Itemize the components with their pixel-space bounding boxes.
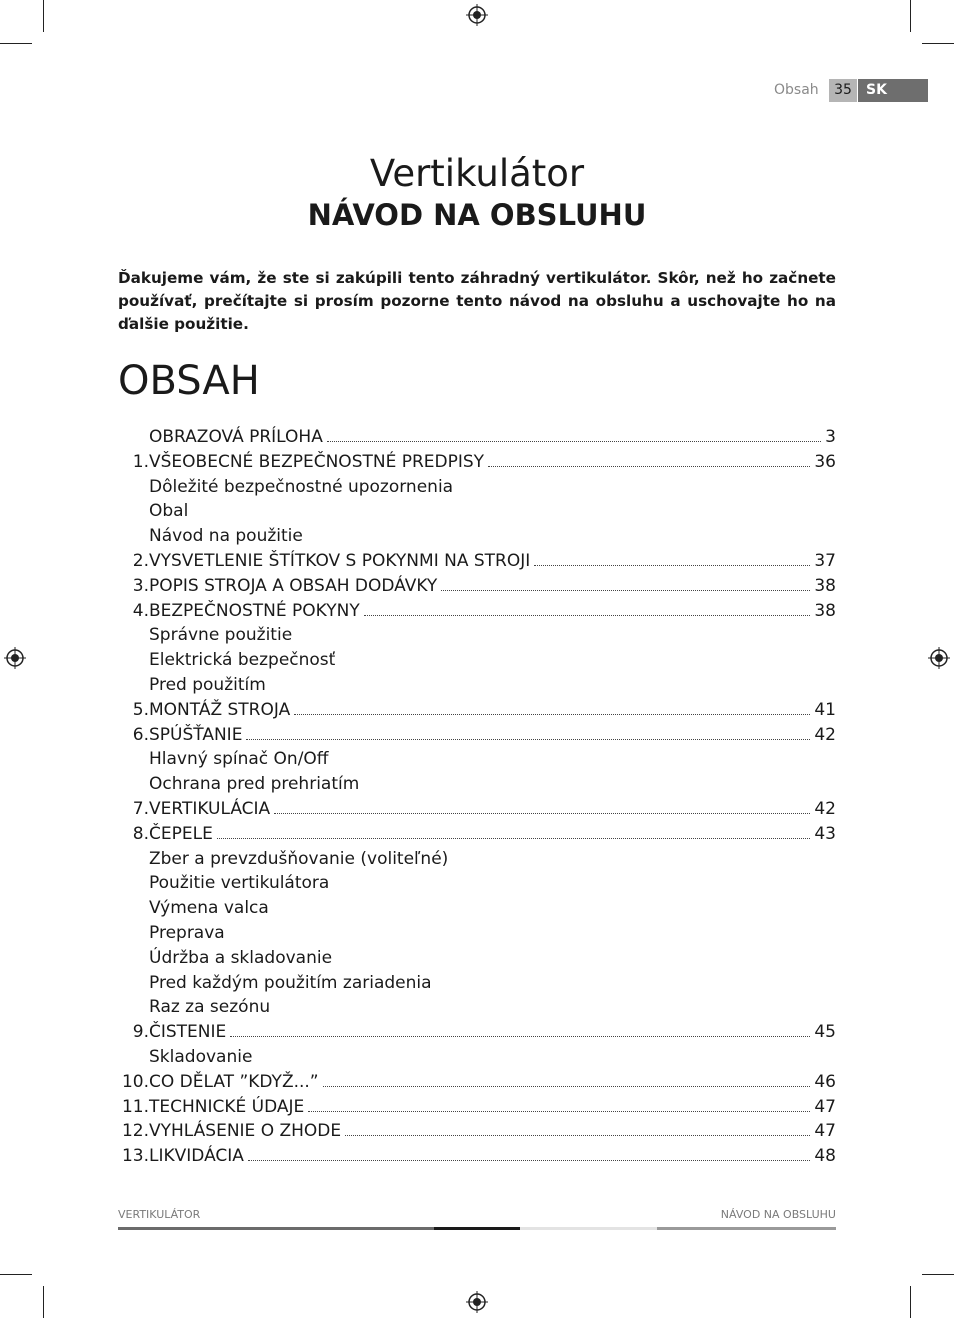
toc-entry-title: Návod na použitie <box>149 526 303 547</box>
toc-entry <box>118 499 836 524</box>
toc-entry-body <box>149 995 836 1020</box>
toc-entry-body <box>149 1070 836 1095</box>
toc-entry-body <box>149 946 836 971</box>
crop-mark <box>922 43 954 44</box>
toc-dot-leader <box>308 1096 810 1112</box>
toc-dot-leader <box>345 1120 810 1136</box>
toc-entry-title: VYSVETLENIE ŠTÍTKOV S POKYNMI NA STROJI <box>149 550 531 571</box>
toc-entry-body <box>149 648 836 673</box>
toc-entry-title: SPÚŠŤANIE <box>149 724 243 745</box>
toc-entry-body <box>149 549 836 574</box>
toc-entry-title: CO DĚLAT ”KDYŽ...” <box>149 1071 319 1092</box>
toc-entry-title: Pred každým použitím zariadenia <box>149 972 432 993</box>
toc-entry <box>118 549 836 574</box>
footer-bar-mid <box>657 1227 836 1230</box>
toc-entry <box>118 871 836 896</box>
toc-entry <box>118 623 836 648</box>
toc-entry-body <box>149 450 836 475</box>
toc-dot-leader <box>441 575 810 591</box>
toc-entry-body <box>149 871 836 896</box>
toc-entry <box>118 1119 836 1144</box>
toc-dot-leader <box>534 550 810 566</box>
toc-entry-title: Skladovanie <box>149 1046 253 1067</box>
crop-mark <box>43 1286 44 1318</box>
toc-entry-page: 36 <box>814 451 836 472</box>
toc-entry-number: 8. <box>132 823 149 844</box>
toc-entry-body <box>149 425 836 450</box>
toc-entry <box>118 995 836 1020</box>
document-title: Vertikulátor <box>369 152 585 195</box>
toc-entry-page: 41 <box>814 699 836 720</box>
footer-bar-dark <box>118 1227 434 1230</box>
toc-entry-page: 48 <box>814 1146 836 1167</box>
toc-entry-body <box>149 971 836 996</box>
toc-entry <box>118 1020 836 1045</box>
toc-entry-number: 2. <box>132 550 149 571</box>
toc-entry-title: Správne použitie <box>149 625 293 646</box>
toc-entry-page: 38 <box>814 600 836 621</box>
toc-entry-page: 47 <box>814 1096 836 1117</box>
toc-entry-body <box>149 1095 836 1120</box>
toc-entry-page: 42 <box>814 724 836 745</box>
header-page-number: 35 <box>829 79 857 102</box>
toc-entry-number: 9. <box>132 1022 149 1043</box>
contents-heading: OBSAH <box>118 358 260 404</box>
toc-entry-title: Hlavný spínač On/Off <box>149 749 329 770</box>
toc-entry-title: VYHLÁSENIE O ZHODE <box>149 1121 342 1142</box>
toc-entry <box>118 648 836 673</box>
toc-dot-leader <box>323 1071 811 1087</box>
toc-entry-number: 3. <box>132 575 149 596</box>
toc-entry-body <box>149 623 836 648</box>
toc-entry-number: 1. <box>132 451 149 472</box>
toc-entry-title: VERTIKULÁCIA <box>149 798 271 819</box>
footer-bar-light <box>520 1227 657 1230</box>
toc-entry-number: 12. <box>121 1121 149 1142</box>
toc-entry-page: 42 <box>814 798 836 819</box>
toc-entry-page: 3 <box>825 427 836 447</box>
toc-entry-title: ČEPELE <box>149 823 213 844</box>
toc-entry <box>118 450 836 475</box>
toc-dot-leader <box>274 798 810 814</box>
toc-entry-title: Dôležité bezpečnostné upozornenia <box>149 476 454 497</box>
toc-entry-body <box>149 499 836 524</box>
toc-entry-page: 45 <box>814 1022 836 1043</box>
toc-entry-body <box>149 1144 836 1169</box>
toc-entry-title: Zber a prevzdušňovanie (voliteľné) <box>149 848 449 869</box>
toc-entry-page: 38 <box>814 575 836 596</box>
intro-paragraph: Ďakujeme vám, že ste si zakúpili tento záhradný vertikulátor. Skôr, než ho začnete používať, prečítajte si prosím pozorne tento návod na obsluhu a uschovajte ho na ďalšie použitie. <box>118 269 836 333</box>
toc-entry <box>118 698 836 723</box>
toc-entry <box>118 599 836 624</box>
toc-entry <box>118 772 836 797</box>
toc-entry-body <box>149 1045 836 1070</box>
toc-entry <box>118 1070 836 1095</box>
registration-mark-icon <box>928 647 950 669</box>
toc-dot-leader <box>488 451 810 467</box>
toc-entry-number: 5. <box>132 699 149 720</box>
toc-entry-title: Pred použitím <box>149 674 266 695</box>
toc-entry <box>118 1045 836 1070</box>
toc-entry-page: 46 <box>814 1071 836 1092</box>
toc-entry <box>118 475 836 500</box>
footer-product-name: VERTIKULÁTOR <box>118 1208 201 1221</box>
toc-entry-title: LIKVIDÁCIA <box>149 1146 244 1167</box>
toc-entry-page: 47 <box>814 1121 836 1142</box>
toc-entry-body <box>149 698 836 723</box>
toc-dot-leader <box>230 1021 810 1037</box>
toc-entry-title: TECHNICKÉ ÚDAJE <box>149 1096 305 1117</box>
toc-entry-title: Raz za sezónu <box>149 997 271 1018</box>
toc-entry-title: Údržba a skladovanie <box>149 947 333 968</box>
toc-entry-title: Použitie vertikulátora <box>149 873 330 894</box>
header-language-tab: SK <box>858 79 928 102</box>
toc-entry-title: BEZPEČNOSTNÉ POKYNY <box>149 600 360 621</box>
toc-entry-body <box>149 921 836 946</box>
toc-entry-title: Preprava <box>149 922 225 943</box>
toc-entry-title: POPIS STROJA A OBSAH DODÁVKY <box>149 575 438 596</box>
crop-mark <box>922 1274 954 1275</box>
registration-mark-icon <box>4 647 26 669</box>
toc-entry <box>118 673 836 698</box>
toc-dot-leader <box>246 724 810 740</box>
toc-entry-title: OBRAZOVÁ PRÍLOHA <box>149 427 323 447</box>
table-of-contents <box>118 425 836 1169</box>
toc-entry-title: VŠEOBECNÉ BEZPEČNOSTNÉ PREDPISY <box>149 451 485 472</box>
toc-entry-title: Obal <box>149 501 189 522</box>
toc-entry-body <box>149 673 836 698</box>
toc-entry-page: 43 <box>814 823 836 844</box>
toc-entry-body <box>149 723 836 748</box>
toc-entry <box>118 971 836 996</box>
toc-entry-body <box>149 772 836 797</box>
toc-entry-body <box>149 822 836 847</box>
toc-entry-body <box>149 747 836 772</box>
document-subtitle: NÁVOD NA OBSLUHU <box>307 198 647 232</box>
toc-entry <box>118 574 836 599</box>
registration-mark-icon <box>466 4 488 26</box>
toc-entry <box>118 747 836 772</box>
toc-entry-body <box>149 574 836 599</box>
toc-entry-number: 11. <box>121 1096 149 1117</box>
toc-entry <box>118 946 836 971</box>
toc-entry-number: 6. <box>132 724 149 745</box>
toc-entry-title: ČISTENIE <box>149 1022 227 1043</box>
toc-entry-title: Výmena valca <box>149 898 269 919</box>
toc-entry-body <box>149 1020 836 1045</box>
toc-entry-body <box>149 524 836 549</box>
footer-bar-black <box>434 1227 520 1230</box>
toc-entry-body <box>149 797 836 822</box>
toc-entry <box>118 1095 836 1120</box>
toc-entry <box>118 425 836 450</box>
toc-entry <box>118 723 836 748</box>
toc-entry-number: 10. <box>121 1071 149 1092</box>
crop-mark <box>43 0 44 32</box>
toc-entry-number: 7. <box>132 798 149 819</box>
crop-mark <box>0 1274 32 1275</box>
toc-entry <box>118 524 836 549</box>
toc-entry-number: 4. <box>132 600 149 621</box>
toc-dot-leader <box>327 426 821 442</box>
toc-entry-body <box>149 1119 836 1144</box>
toc-entry <box>118 797 836 822</box>
toc-dot-leader <box>248 1145 810 1161</box>
toc-dot-leader <box>364 600 811 616</box>
toc-entry-title: MONTÁŽ STROJA <box>149 699 291 720</box>
toc-entry-page: 37 <box>814 550 836 571</box>
toc-entry-number: 13. <box>121 1146 149 1167</box>
toc-entry <box>118 847 836 872</box>
header-section-label: Obsah <box>774 82 819 98</box>
toc-entry-body <box>149 896 836 921</box>
toc-entry <box>118 822 836 847</box>
toc-entry-title: Ochrana pred prehriatím <box>149 774 360 795</box>
crop-mark <box>0 43 32 44</box>
toc-entry-body <box>149 599 836 624</box>
toc-dot-leader <box>294 699 810 715</box>
toc-entry <box>118 921 836 946</box>
footer-document-name: NÁVOD NA OBSLUHU <box>720 1208 836 1221</box>
registration-mark-icon <box>466 1291 488 1313</box>
crop-mark <box>910 1286 911 1318</box>
toc-entry-title: Elektrická bezpečnosť <box>149 650 336 671</box>
toc-entry <box>118 896 836 921</box>
toc-entry-body <box>149 847 836 872</box>
toc-entry-body <box>149 475 836 500</box>
toc-entry <box>118 1144 836 1169</box>
toc-dot-leader <box>217 823 811 839</box>
crop-mark <box>910 0 911 32</box>
